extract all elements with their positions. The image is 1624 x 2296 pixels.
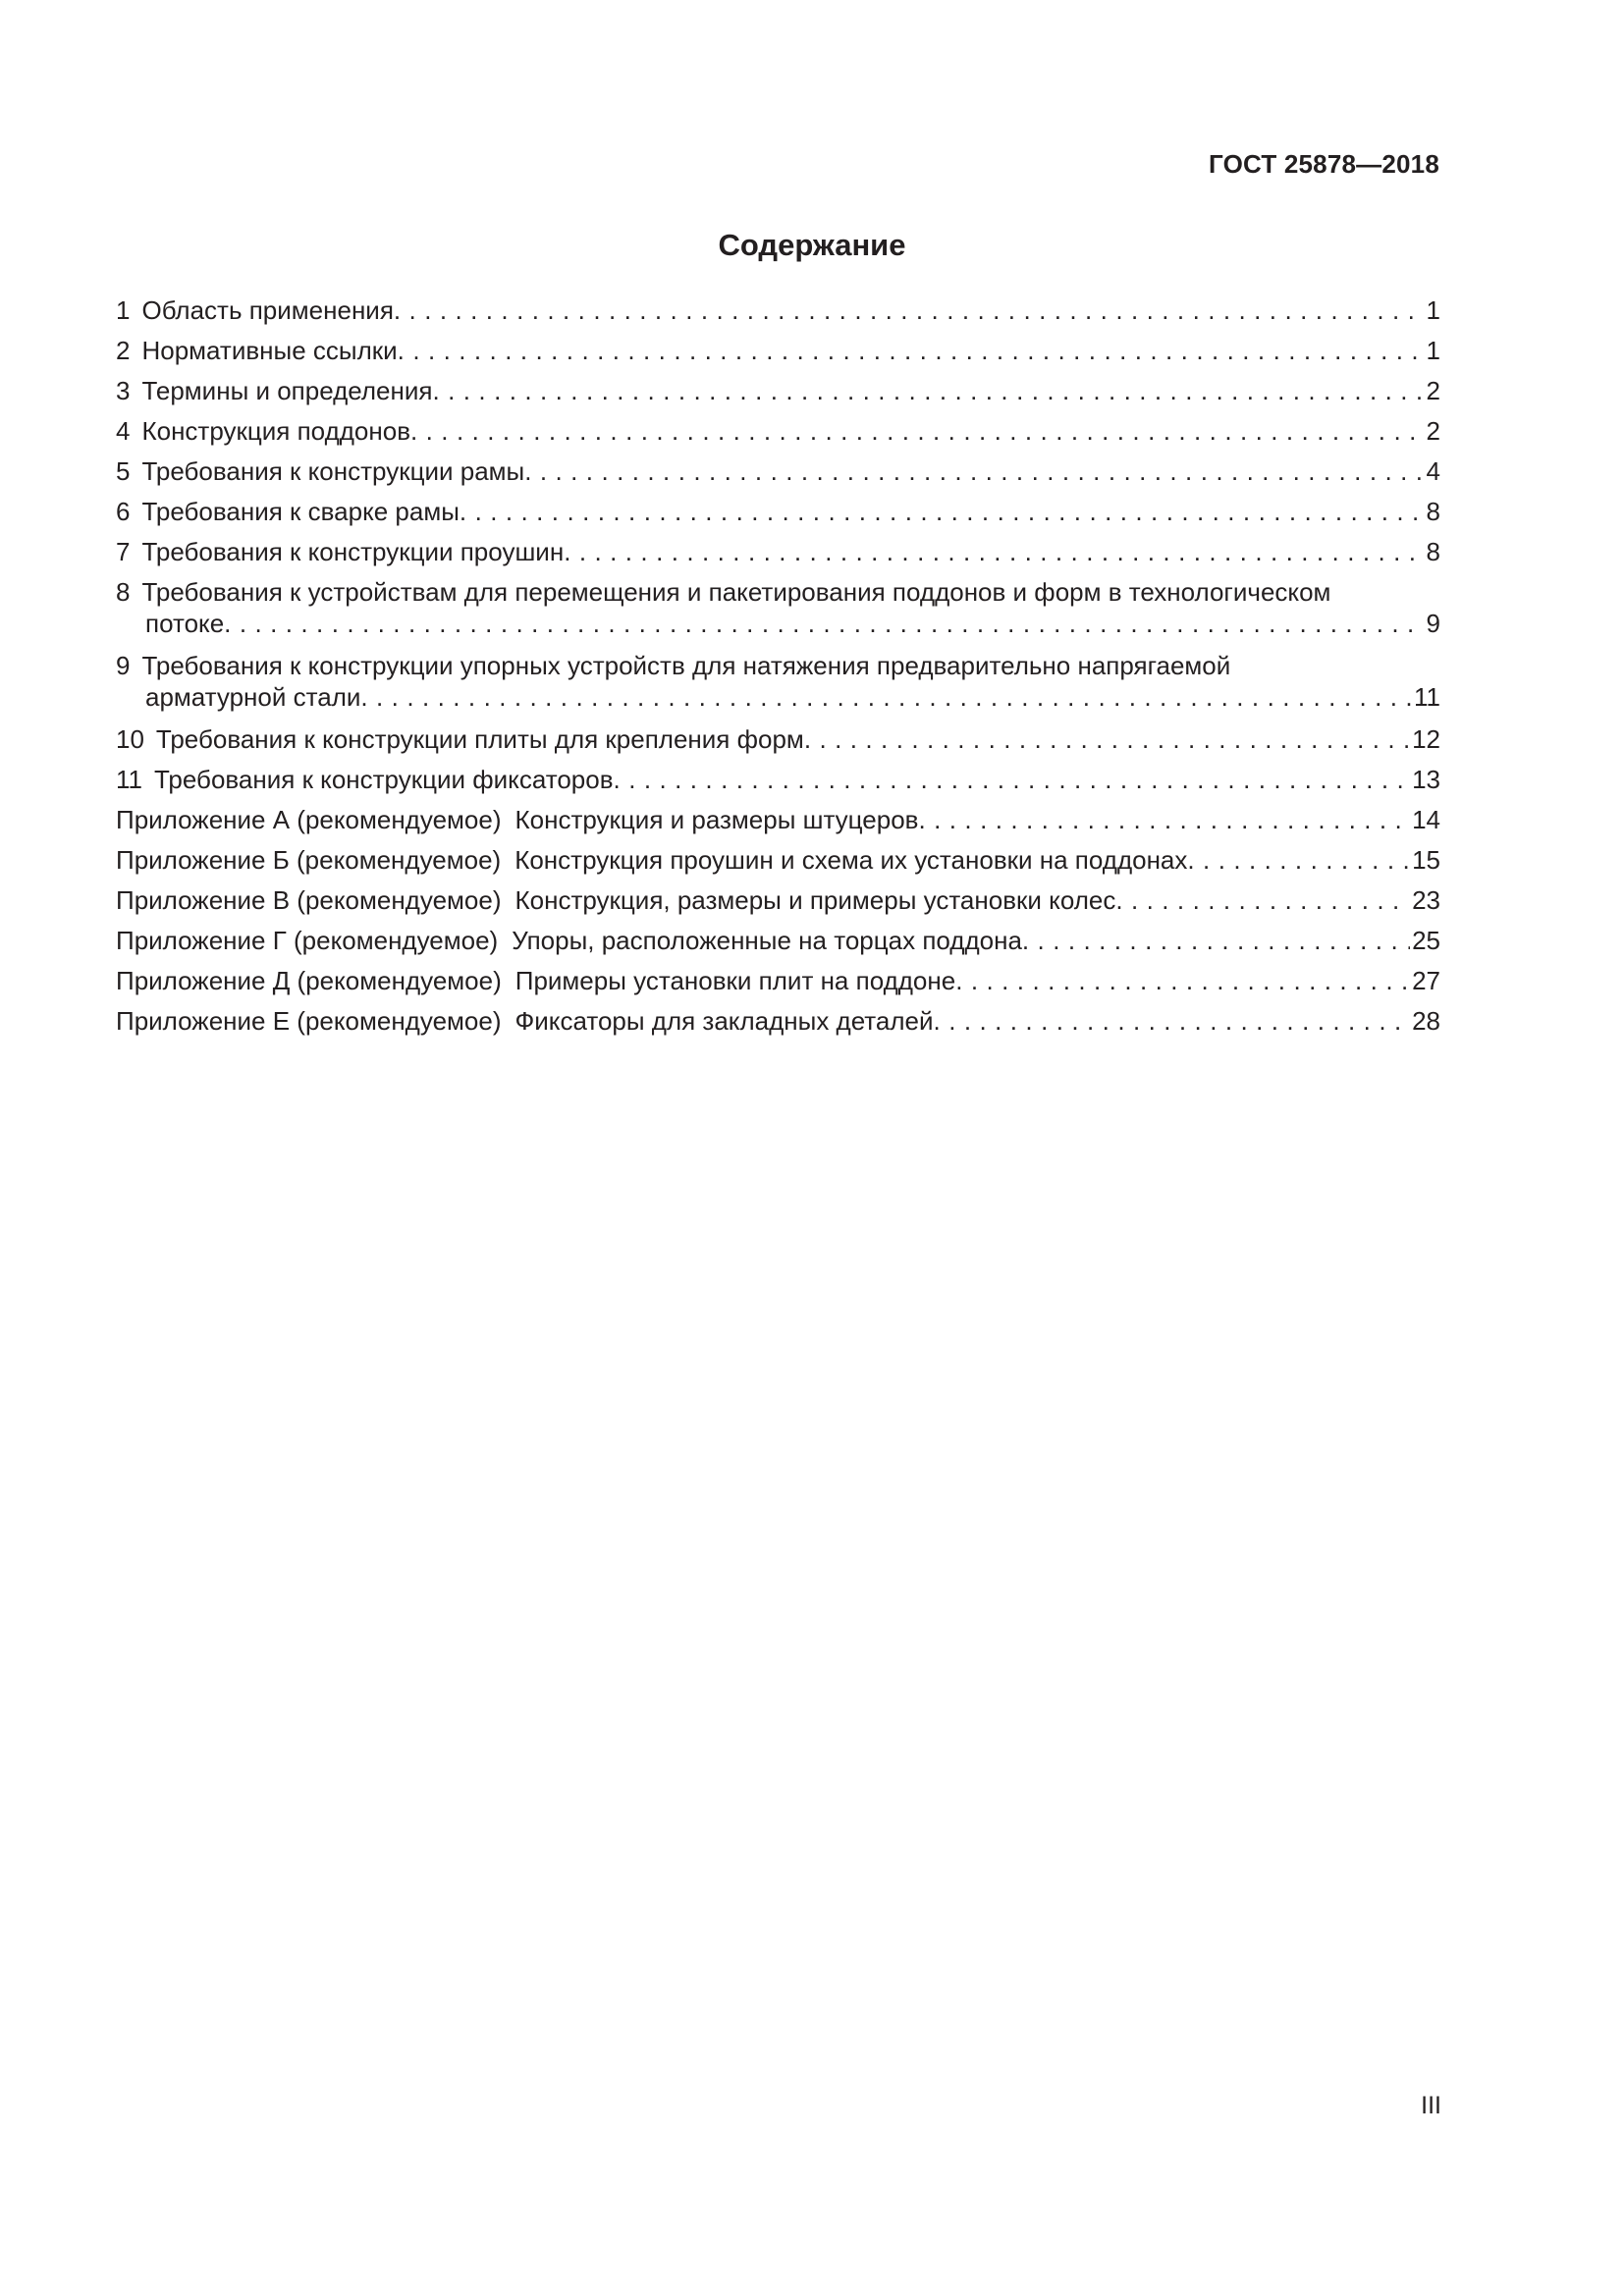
toc-entry-page: 23: [1412, 885, 1440, 915]
dot-leader: [934, 1004, 1411, 1038]
toc-appendix-entry[interactable]: [116, 803, 1440, 843]
appendix-title: Конструкция проушин и схема их установки на поддонах: [514, 845, 1188, 875]
dot-leader: [410, 414, 1425, 448]
toc-entry-title: Требования к конструкции рамы: [141, 456, 525, 486]
toc-entry-page: 4: [1426, 456, 1440, 486]
dot-leader: [460, 495, 1425, 528]
toc-entry-title: Требования к сварке рамы: [141, 497, 460, 526]
toc-entry-number: 1: [116, 295, 131, 325]
toc-entry-page: 1: [1426, 336, 1440, 365]
toc-entry-number: 2: [116, 336, 131, 365]
toc-appendix-entry[interactable]: [116, 843, 1440, 883]
toc-entry-title: Требования к конструкции проушин: [141, 537, 565, 566]
appendix-label: Приложение Д (рекомендуемое): [116, 966, 502, 995]
appendix-label: Приложение Е (рекомендуемое): [116, 1006, 502, 1036]
toc-entry-number: 6: [116, 497, 131, 526]
toc-entry[interactable]: [116, 722, 1440, 763]
toc-entry[interactable]: [116, 334, 1440, 374]
toc-entry-page: 12: [1412, 724, 1440, 754]
toc-entry-page: 2: [1426, 416, 1440, 446]
toc-entry-page: 13: [1412, 765, 1440, 794]
toc-entry-number: 9: [116, 651, 131, 680]
toc-entry-title: Требования к устройствам для перемещения и пакетирования поддонов и форм в технологическом: [141, 577, 1331, 607]
dot-leader: [432, 374, 1424, 407]
toc-entry[interactable]: [116, 535, 1440, 575]
toc-entry-title: Нормативные ссылки: [141, 336, 398, 365]
toc-entry-title: Термины и определения: [141, 376, 433, 405]
toc-entry-title: Конструкция поддонов: [141, 416, 411, 446]
toc-appendix-entry[interactable]: [116, 883, 1440, 924]
toc-appendix-entry[interactable]: [116, 924, 1440, 964]
dot-leader: [955, 964, 1410, 997]
dot-leader: [614, 763, 1411, 796]
toc-entry-title: Область применения: [141, 295, 394, 325]
toc-entry-number: 3: [116, 376, 131, 405]
toc-entry-title: Требования к конструкции фиксаторов: [154, 765, 614, 794]
toc-entry-page: 2: [1426, 376, 1440, 405]
toc-entry-page: 8: [1426, 537, 1440, 566]
toc-entry-page: 1: [1426, 295, 1440, 325]
dot-leader: [524, 454, 1424, 488]
dot-leader: [394, 294, 1425, 327]
dot-leader: [804, 722, 1410, 756]
toc-entry-page: 27: [1412, 966, 1440, 995]
toc-entry[interactable]: [116, 649, 1440, 722]
toc-entry-page: 25: [1412, 926, 1440, 955]
toc-entry-number: 4: [116, 416, 131, 446]
toc-entry[interactable]: [116, 763, 1440, 803]
toc-entry-page: 28: [1412, 1006, 1440, 1036]
appendix-title: Упоры, расположенные на торцах поддона: [512, 926, 1022, 955]
appendix-label: Приложение В (рекомендуемое): [116, 885, 502, 915]
appendix-label: Приложение Б (рекомендуемое): [116, 845, 502, 875]
toc-entry-number: 8: [116, 577, 131, 607]
toc-entry[interactable]: [116, 294, 1440, 334]
toc-entry-title-continuation: потоке: [145, 609, 225, 638]
appendix-title: Конструкция и размеры штуцеров: [514, 805, 919, 834]
toc-appendix-entry[interactable]: [116, 964, 1440, 1004]
appendix-title: Примеры установки плит на поддоне: [514, 966, 956, 995]
dot-leader: [398, 334, 1425, 367]
toc-entry[interactable]: [116, 414, 1440, 454]
dot-leader: [1115, 883, 1410, 917]
toc-entry-number: 10: [116, 724, 144, 754]
toc-entry[interactable]: [116, 454, 1440, 495]
toc-title: Содержание: [718, 228, 906, 262]
appendix-title: Фиксаторы для закладных деталей: [514, 1006, 934, 1036]
dot-leader: [1187, 843, 1410, 877]
toc-entry[interactable]: [116, 495, 1440, 535]
dot-leader: [564, 535, 1424, 568]
toc-entry-page: 15: [1412, 845, 1440, 875]
appendix-label: Приложение А (рекомендуемое): [116, 805, 502, 834]
toc-entry-page: 14: [1412, 805, 1440, 834]
toc-entry-title: Требования к конструкции упорных устройств для натяжения предварительно напрягаемой: [141, 651, 1231, 680]
dot-leader: [918, 803, 1410, 836]
page-number: III: [1421, 2092, 1441, 2119]
toc-entry[interactable]: [116, 575, 1440, 649]
toc-entry-page: 9: [1426, 609, 1440, 638]
toc-entry-number: 11: [116, 765, 142, 794]
toc-entry-page: 11: [1414, 682, 1440, 712]
toc-entry[interactable]: [116, 374, 1440, 414]
dot-leader: [1022, 924, 1410, 957]
toc-entry-number: 5: [116, 456, 131, 486]
dot-leader: [224, 607, 1424, 640]
table-of-contents: [116, 294, 1440, 1044]
toc-entry-title-continuation: арматурной стали: [145, 682, 361, 712]
toc-appendix-entry[interactable]: [116, 1004, 1440, 1044]
appendix-title: Конструкция, размеры и примеры установки колес: [514, 885, 1116, 915]
document-code: ГОСТ 25878—2018: [1209, 149, 1439, 179]
toc-entry-title: Требования к конструкции плиты для крепления форм: [155, 724, 804, 754]
toc-entry-page: 8: [1426, 497, 1440, 526]
toc-entry-number: 7: [116, 537, 131, 566]
appendix-label: Приложение Г (рекомендуемое): [116, 926, 499, 955]
dot-leader: [360, 680, 1412, 714]
